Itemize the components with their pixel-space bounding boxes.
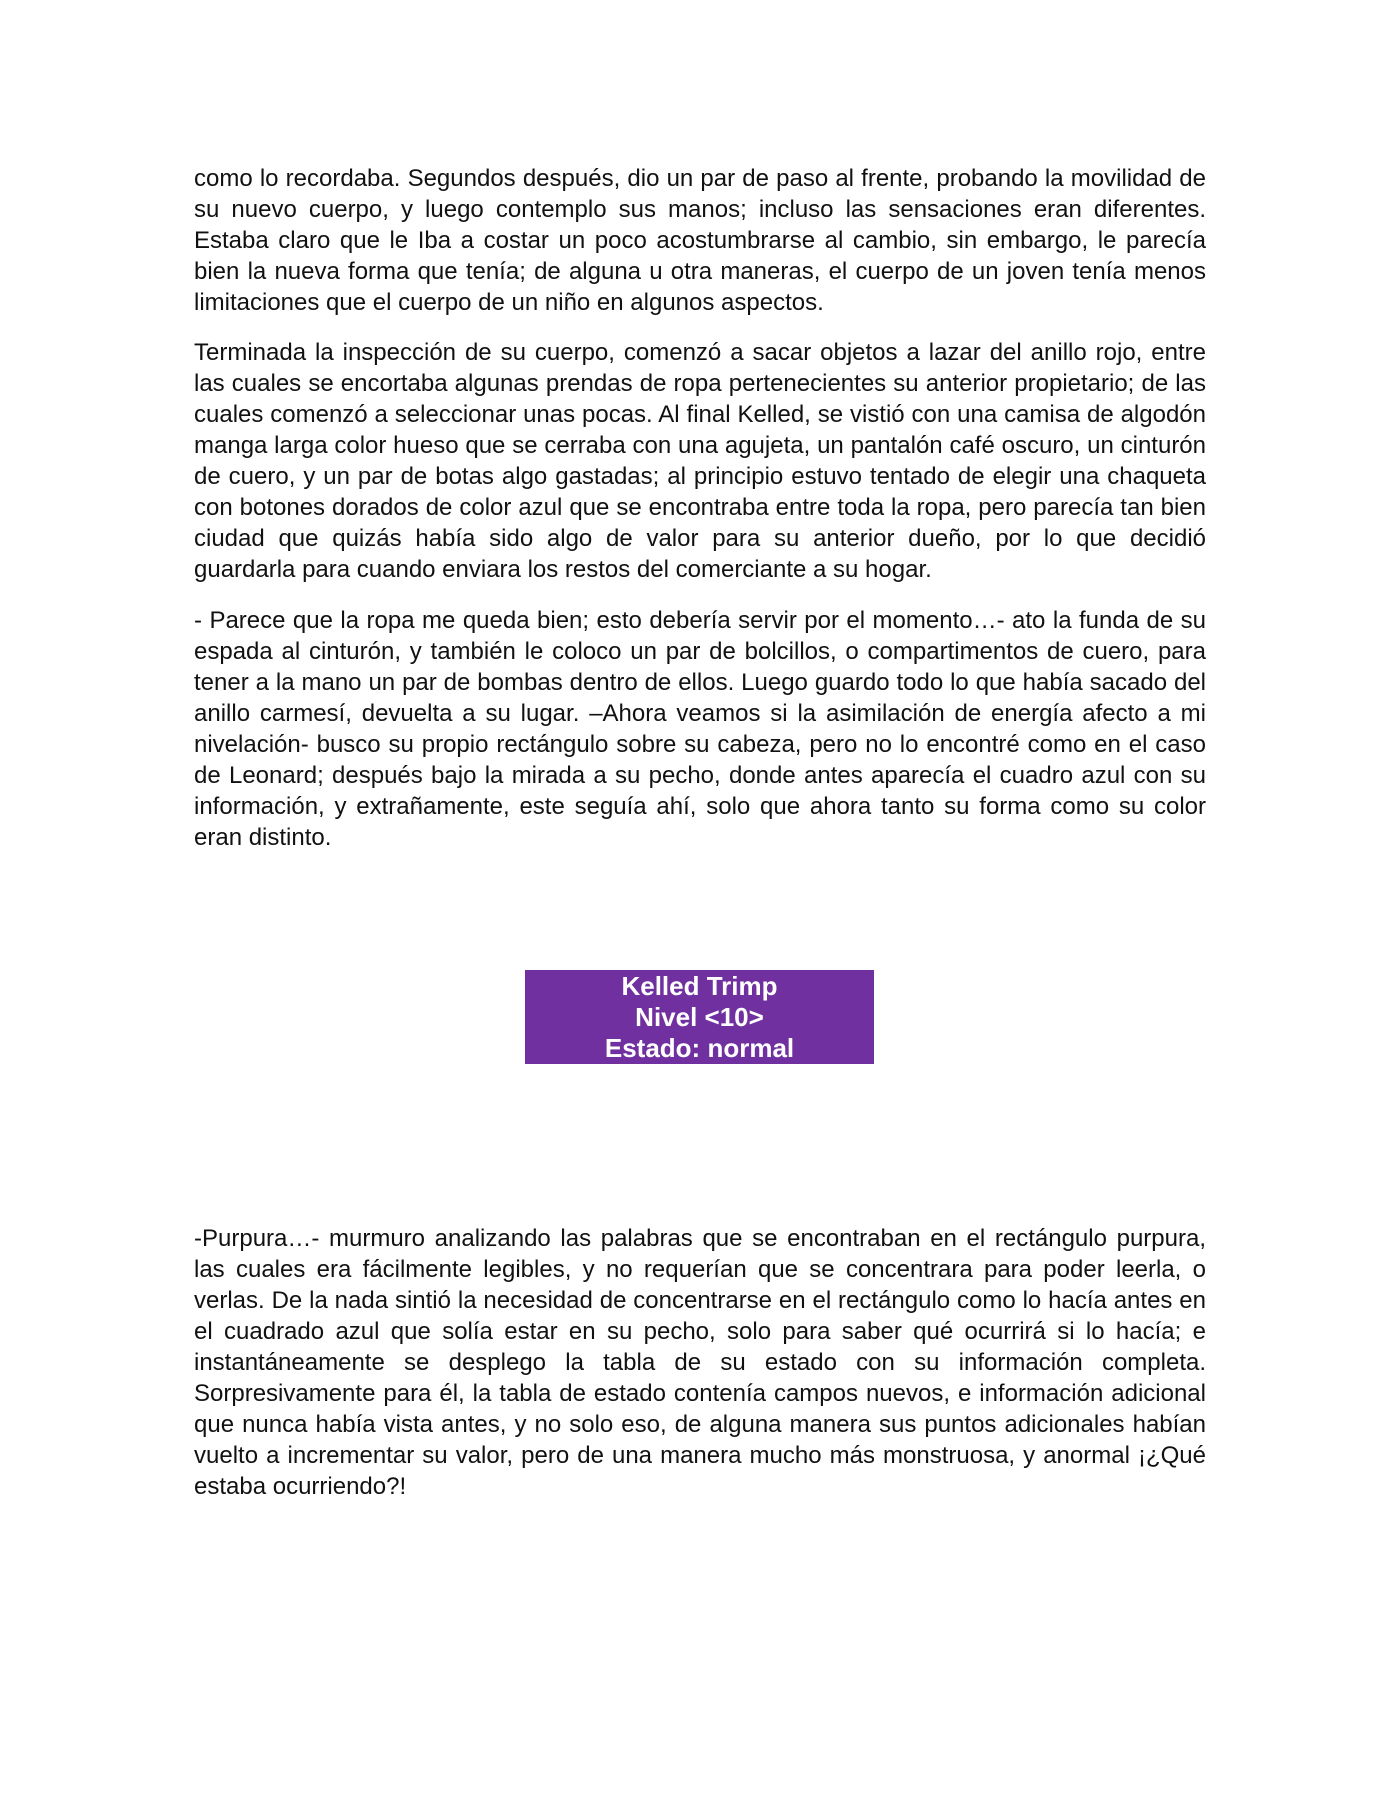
paragraph-4: -Purpura…- murmuro analizando las palabras que se encontraban en el rectángulo purpura, las cuales era fácilmente legibles, y no requerían que se concentrara para poder leerla, o verlas. De la nada sintió la necesidad de concentrarse en el rectángulo como lo hacía antes en el cuadrado azul que solía estar en su pecho, solo para saber qué ocurrirá si lo hacía; e instantáneamente se desplego la tabla de su estado con su información completa. Sorpresivamente para él, la tabla de estado contenía campos nuevos, e información adicional que nunca había vista antes, y no solo eso, de alguna manera sus puntos adicionales habían vuelto a incrementar su valor, pero de una manera mucho más monstruosa, y anormal ¡¿Qué estaba ocurriendo?! (194, 1225, 1206, 1500)
status-state: Estado: normal (604, 1033, 795, 1063)
status-name: Kelled Trimp (621, 971, 778, 1001)
status-level: Nivel <10> (635, 1002, 764, 1032)
status-box (525, 970, 874, 1064)
paragraph-2: Terminada la inspección de su cuerpo, comenzó a sacar objetos a lazar del anillo rojo, entre las cuales se encortaba algunas prendas de ropa pertenecientes su anterior propietario; de las cuales comenzó a seleccionar unas pocas. Al final Kelled, se vistió con una camisa de algodón manga larga color hueso que se cerraba con una agujeta, un pantalón café oscuro, un cinturón de cuero, y un par de botas algo gastadas; al principio estuvo tentado de elegir una chaqueta con botones dorados de color azul que se encontraba entre toda la ropa, pero parecía tan bien ciudad que quizás había sido algo de valor para su anterior dueño, por lo que decidió guardarla para cuando enviara los restos del comerciante a su hogar. (194, 339, 1206, 583)
paragraph-3: - Parece que la ropa me queda bien; esto debería servir por el momento…- ato la funda de su espada al cinturón, y también le coloco un par de bolcillos, o compartimentos de cuero, para tener a la mano un par de bombas dentro de ellos. Luego guardo todo lo que había sacado del anillo carmesí, devuelta a su lugar. –Ahora veamos si la asimilación de energía afecto a mi nivelación- busco su propio rectángulo sobre su cabeza, pero no lo encontré como en el caso de Leonard; después bajo la mirada a su pecho, donde antes aparecía el cuadro azul con su información, y extrañamente, este seguía ahí, solo que ahora tanto su forma como su color eran distinto. (194, 607, 1206, 851)
paragraph-1: como lo recordaba. Segundos después, dio un par de paso al frente, probando la movilidad de su nuevo cuerpo, y luego contemplo sus manos; incluso las sensaciones eran diferentes. Estaba claro que le Iba a costar un poco acostumbrarse al cambio, sin embargo, le parecía bien la nueva forma que tenía; de alguna u otra maneras, el cuerpo de un joven tenía menos limitaciones que el cuerpo de un niño en algunos aspectos. (194, 165, 1206, 316)
